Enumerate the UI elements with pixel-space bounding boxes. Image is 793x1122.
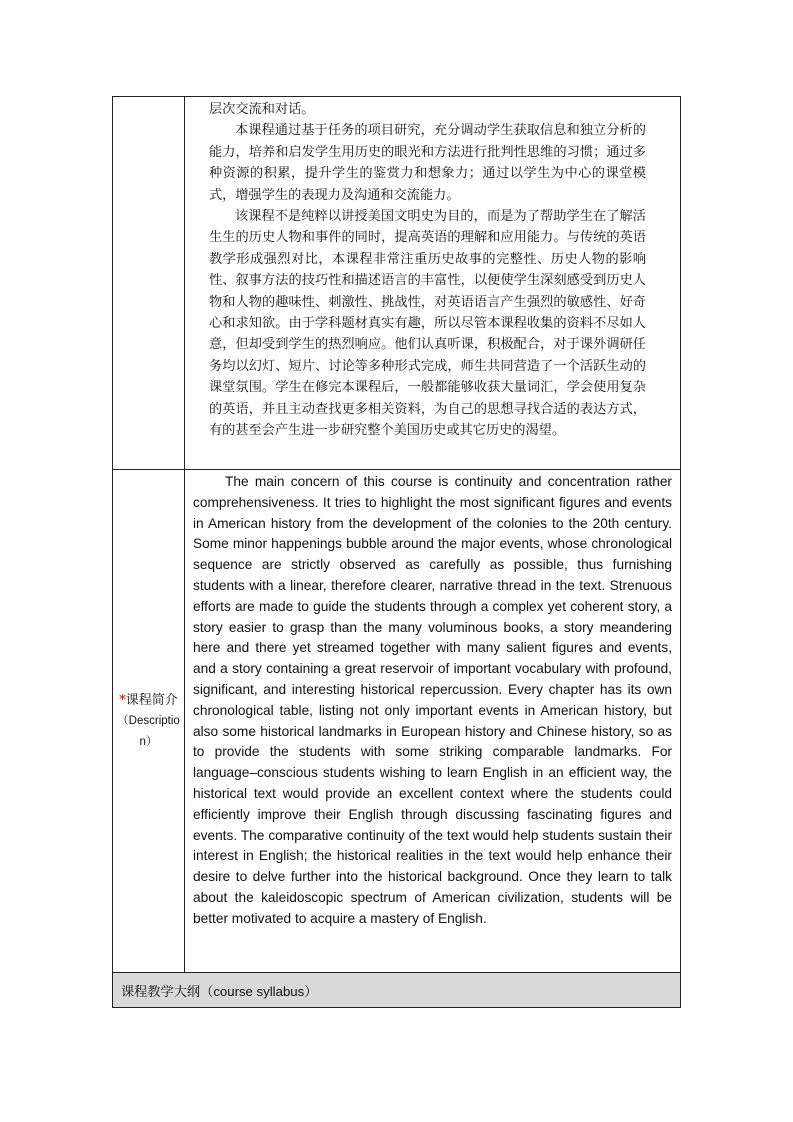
- course-info-table: [112, 96, 681, 1008]
- intro-cn-label-cell: [113, 97, 185, 470]
- required-star: *: [119, 692, 126, 708]
- syllabus-label-cn: 课程教学大纲（: [121, 984, 214, 1000]
- description-content-cell: [185, 470, 681, 973]
- description-label-cell: [113, 470, 185, 973]
- syllabus-label-en: course syllabus: [213, 983, 305, 999]
- description-label-en: （Description）: [117, 714, 180, 748]
- syllabus-cell: [113, 973, 681, 1008]
- description-text: The main concern of this course is continuity and concentration rather comprehensiveness. It tries to highlight the most significant figures and events in American history from the development of the colonies to the 20th century. Some minor happenings bubble around the major events, whose chronological sequence are strictly observed as carefully as possible, thus furnishing students with a linear, therefore clearer, narrative thread in the text. Strenuous efforts are made to guide the students through a complex yet coherent story, a story easier to grasp than the many voluminous books, a story meandering here and there yet streamed together with many salient figures and events, and a story containing a great reservoir of important vocabulary with profound, significant, and interesting historical repercussion. Every chapter has its own chronological table, listing not only important events in American history, but also some historical landmarks in European history and Chinese history, so as to provide the students with some striking comparable landmarks. For language–conscious students wishing to learn English in an efficient way, the historical text would provide an excellent context where the students could efficiently improve their English through discussing fascinating figures and events. The comparative continuity of the text would help students sustain their interest in English; the historical realities in the text would help enhance their desire to delve further into the historical background. Once they learn to talk about the kaleidoscopic spectrum of American civilization, students will be better motivated to acquire a mastery of English.: [193, 474, 672, 926]
- intro-cn-paragraph-2: 本课程通过基于任务的项目研究，充分调动学生获取信息和独立分析的能力，培养和启发学生用历史的眼光和方法进行批判性思维的习惯；通过多种资源的积累，提升学生的鉴赏力和想象力；通过以学生为中心的课堂模式，增强学生的表现力及沟通和交流能力。: [209, 123, 646, 203]
- intro-cn-row: [113, 97, 681, 470]
- intro-cn-content-cell: [185, 97, 681, 470]
- intro-cn-paragraph-1: 层次交流和对话。: [209, 102, 315, 117]
- description-row: [113, 470, 681, 973]
- description-label-cn: 课程简介: [125, 692, 178, 708]
- intro-cn-paragraph-3: 该课程不是纯粹以讲授美国文明史为目的，而是为了帮助学生在了解活生生的历史人物和事件的同时，提高英语的理解和应用能力。与传统的英语教学形成强烈对比，本课程非常注重历史故事的完整性、历史人物的影响性、叙事方法的技巧性和描述语言的丰富性，以便使学生深刻感受到历史人物和人物的趣味性、刺激性、挑战性，对英语语言产生强烈的敏感性、好奇心和求知欲。由于学科题材真实有趣，所以尽管本课程收集的资料不尽如人意，但却受到学生的热烈响应。他们认真听课，积极配合，对于课外调研任务均以幻灯、短片、讨论等多种形式完成，师生共同营造了一个活跃生动的课堂氛围。学生在修完本课程后，一般都能够收获大量词汇，学会使用复杂的英语，并且主动查找更多相关资料，为自己的思想寻找合适的表达方式，有的甚至会产生进一步研究整个美国历史或其它历史的渴望。: [209, 209, 646, 439]
- syllabus-label-close: ）: [304, 984, 318, 1000]
- syllabus-row: [113, 973, 681, 1008]
